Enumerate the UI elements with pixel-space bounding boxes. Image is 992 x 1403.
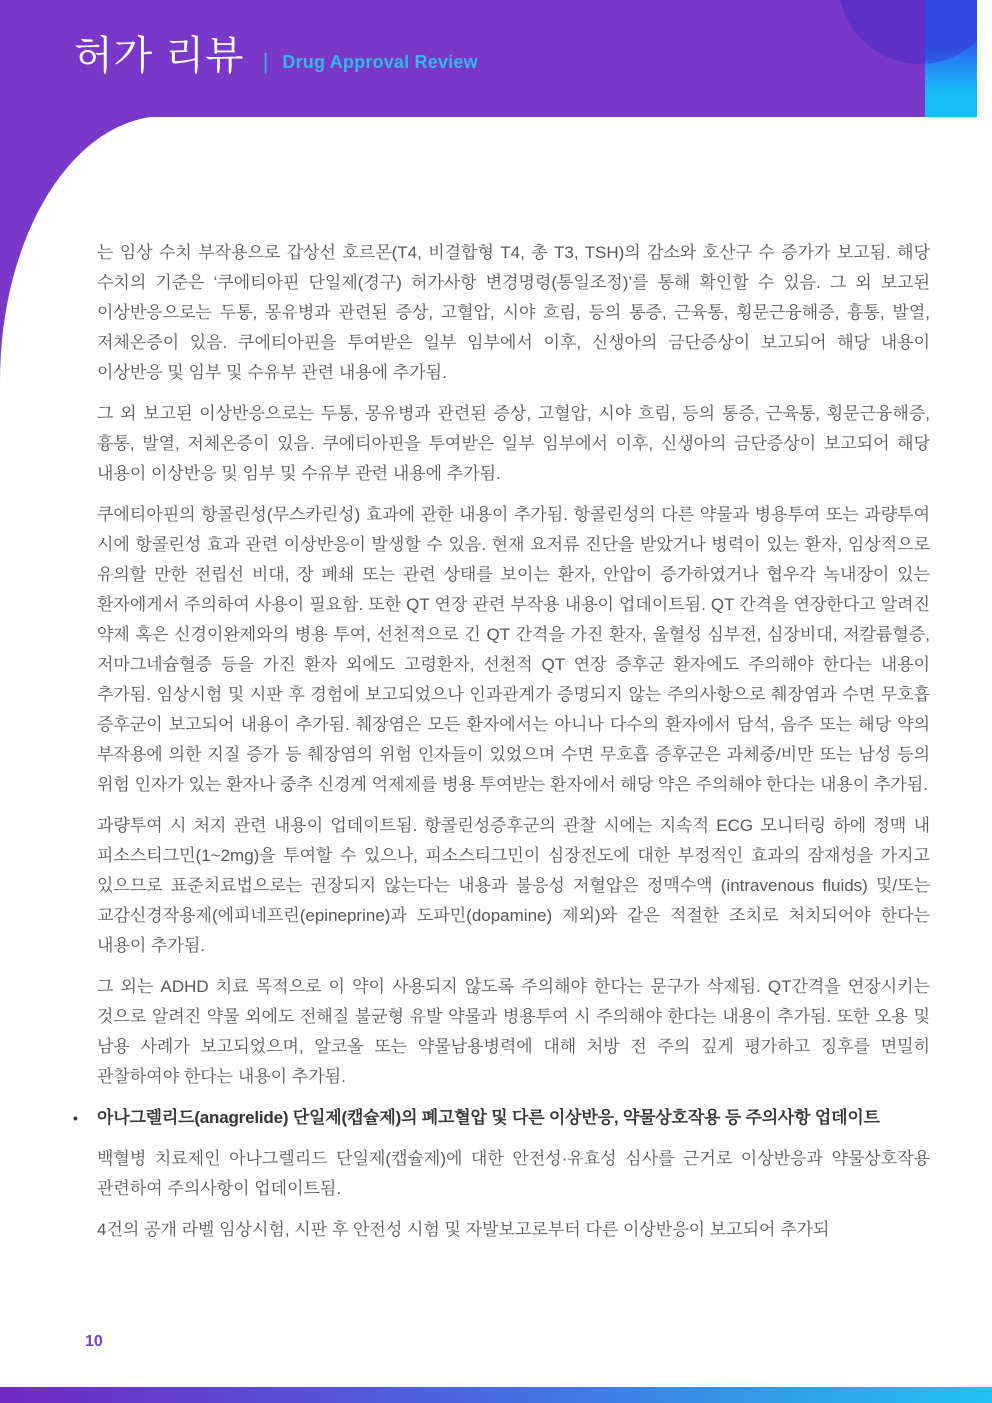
paragraph: 그 외는 ADHD 치료 목적으로 이 약이 사용되지 않도록 주의해야 한다는 문구가 삭제됨. QT간격을 연장시키는 것으로 알려진 약물 외에도 전해질 불균형 유발 약물과 병용투여 시 주의해야 한다는 내용이 추가됨. 또한 오용 및 남용 사례가 보고되었으며, 알코올 또는 약물남용병력에 대해 처방 전 주의 깊게 평가하고 징후를 면밀히 관찰하여야 한다는 내용이 추가됨. [97,977,930,1086]
footer-gradient-bar [0,1387,992,1403]
title-separator: | [262,48,269,74]
paragraph: 과량투여 시 처지 관련 내용이 업데이트됨. 항콜린성증후군의 관찰 시에는 지속적 ECG 모니터링 하에 정맥 내 피소스티그민(1~2mg)을 투여할 수 있으나, 피소스티그민이 심장전도에 대한 부정적인 효과의 잠재성을 가지고 있으므로 표준치료법으로는 권장되지 않는다는 내용과 불응성 저혈압은 정맥수액 (intravenous fluids) 및/또는 교감신경작용제(에피네프린(epineprine)과 도파민(dopamine) 제외)와 같은 적절한 조치로 처치되어야 한다는 내용이 추가됨. [97,816,930,955]
bullet-marker: • [73,1110,78,1126]
page-number: 10 [85,1333,103,1350]
body-text-column [73,238,930,1256]
paragraph: 4건의 공개 라벨 임상시험, 시판 후 안전성 시험 및 자발보고로부터 다른 이상반응이 보고되어 추가되 [97,1220,830,1239]
paragraph: 쿠에티아핀의 항콜린성(무스카린성) 효과에 관한 내용이 추가됨. 항콜린성의 다른 약물과 병용투여 또는 과량투여 시에 항콜린성 효과 관련 이상반응이 발생할 수 있음. 현재 요저류 진단을 받았거나 병력이 있는 환자, 임상적으로 유의할 만한 전립선 비대, 장 폐쇄 또는 관련 상태를 보이는 환자, 안압이 증가하였거나 협우각 녹내장이 있는 환자에게서 주의하여 사용이 필요함. 또한 QT 연장 관련 부작용 내용이 업데이트됨. QT 간격을 연장한다고 알려진 약제 혹은 신경이완제와의 병용 투여, 선천적으로 긴 QT 간격을 가진 환자, 울혈성 심부전, 심장비대, 저칼륨혈증, 저마그네슘혈증 등을 가진 환자 외에도 고령환자, 선천적 QT 연장 증후군 환자에도 주의해야 한다는 내용이 추가됨. 임상시험 및 시판 후 경험에 보고되었으나 인과관계가 증명되지 않는 주의사항으로 췌장염과 수면 무호흡 증후군이 보고되어 내용이 추가됨. 췌장염은 모든 환자에서는 아니나 다수의 환자에서 담석, 음주 또는 해당 약의 부작용에 의한 지질 증가 등 췌장염의 위험 인자들이 있었으며 수면 무호흡 증후군은 과체중/비만 또는 남성 등의 위험 인자가 있는 환자나 중추 신경계 억제제를 병용 투여받는 환자에서 해당 약은 주의해야 한다는 내용이 추가됨. [97,505,930,794]
page-header [0,0,977,117]
bullet-heading-text: 아나그렐리드(anagrelide) 단일제(캡슐제)의 폐고혈압 및 다른 이상반응, 약물상호작용 등 주의사항 업데이트 [97,1108,880,1127]
page-title-english: Drug Approval Review [282,52,478,72]
paragraph: 백혈병 치료제인 아나그렐리드 단일제(캡슐제)에 대한 안전성·유효성 심사를 근거로 이상반응과 약물상호작용 관련하여 주의사항이 업데이트됨. [97,1149,930,1198]
header-titles [74,0,478,117]
content-sheet [0,116,992,1403]
paragraph: 는 임상 수치 부작용으로 갑상선 호르몬(T4, 비결합형 T4, 총 T3, TSH)의 감소와 호산구 수 증가가 보고됨. 해당 수치의 기준은 ‘쿠에티아핀 단일제(경구) 허가사항 변경명령(통일조정)’를 통해 확인할 수 있음. 그 외 보고된 이상반응으로는 두통, 몽유병과 관련된 증상, 고혈압, 시야 흐림, 등의 통증, 근육통, 횡문근융해증, 흉통, 발열, 저체온증이 있음. 쿠에티아핀을 투여받은 일부 임부에서 이후, 신생아의 금단증상이 보고되어 해당 내용이 이상반응 및 임부 및 수유부 관련 내용에 추가됨. [97,243,930,382]
bullet-heading [73,1103,930,1133]
page-title-korean: 허가 리뷰 [74,33,245,78]
paragraph: 그 외 보고된 이상반응으로는 두통, 몽유병과 관련된 증상, 고혈압, 시야 흐림, 등의 통증, 근육통, 횡문근융해증, 흉통, 발열, 저체온증이 있음. 쿠에티아핀을 투여받은 일부 임부에서 이후, 신생아의 금단증상이 보고되어 해당 내용이 이상반응 및 임부 및 수유부 관련 내용에 추가됨. [97,404,930,483]
